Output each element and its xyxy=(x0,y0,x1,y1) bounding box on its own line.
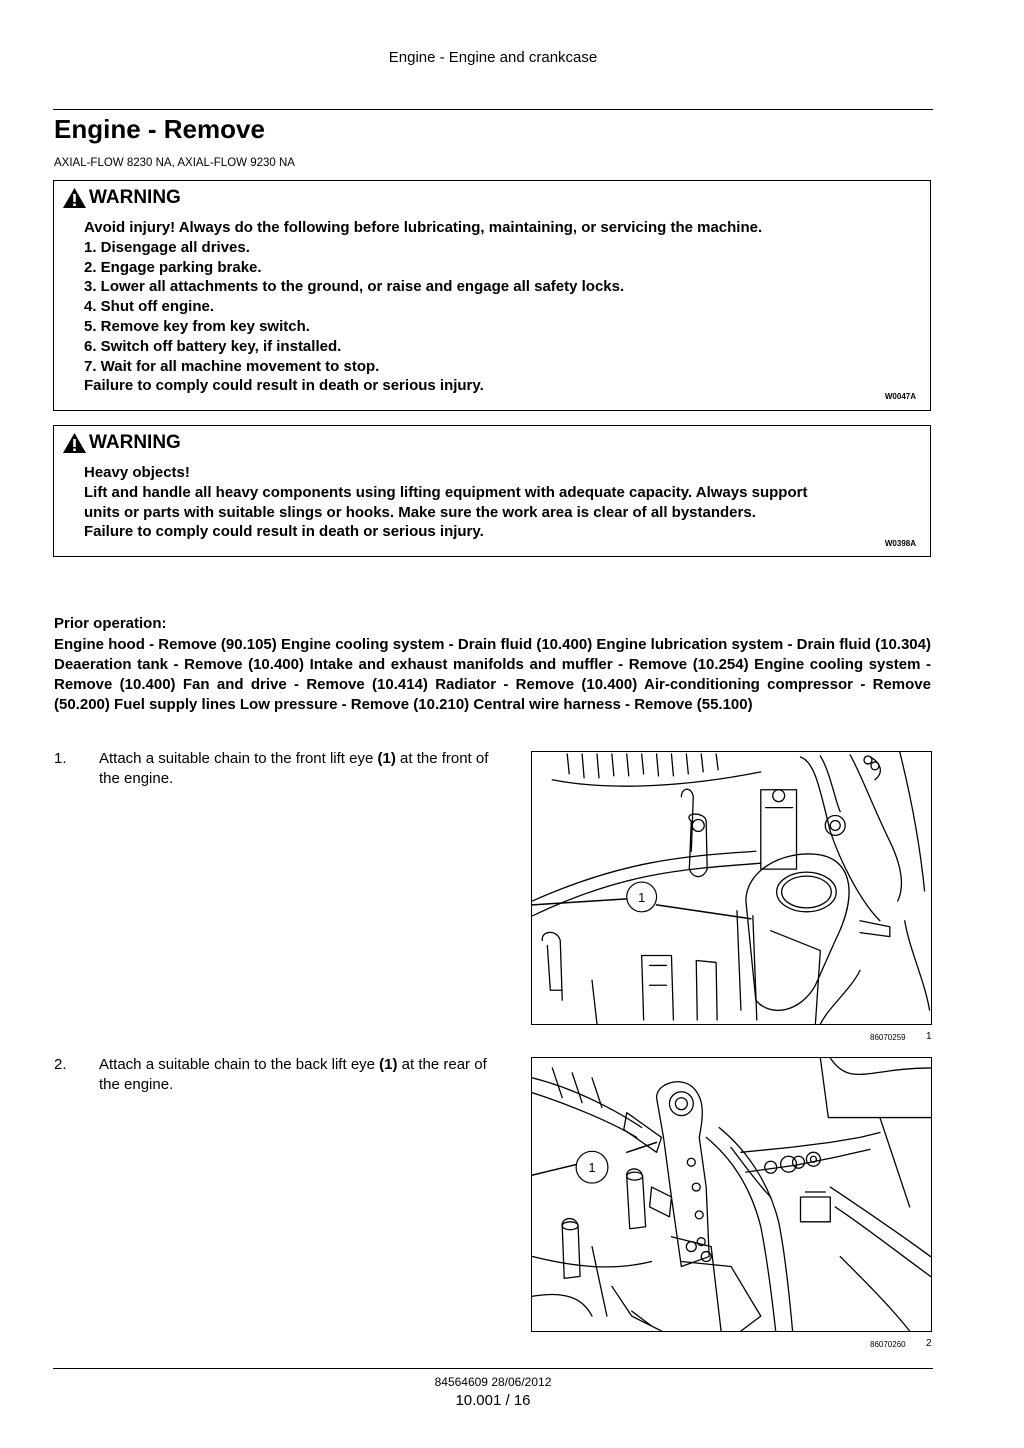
figure-number: 1 xyxy=(926,1031,932,1042)
figure-id: 86070260 xyxy=(870,1340,906,1349)
warning-header xyxy=(62,432,181,454)
page-title: Engine - Remove xyxy=(54,114,265,144)
step-number: 2. xyxy=(54,1056,67,1073)
header-rule xyxy=(53,109,933,110)
warning-line: 3. Lower all attachments to the ground, or raise and engage all safety locks. xyxy=(84,278,625,296)
warning-line: units or parts with suitable slings or hooks. Make sure the work area is clear of all bystanders. xyxy=(84,503,756,521)
warning-line: Failure to comply could result in death or serious injury. xyxy=(84,523,484,541)
prior-operation-label: Prior operation: xyxy=(54,615,167,632)
callout-reference: (1) xyxy=(377,750,396,767)
warning-header xyxy=(62,187,181,209)
callout-reference: (1) xyxy=(379,1056,398,1073)
footer-rule xyxy=(53,1368,933,1369)
running-header: Engine - Engine and crankcase xyxy=(388,49,598,66)
warning-label: WARNING xyxy=(89,187,181,208)
warning-line: 6. Switch off battery key, if installed. xyxy=(84,337,342,355)
warning-line: 7. Wait for all machine movement to stop. xyxy=(84,357,380,375)
warning-text xyxy=(84,463,807,542)
step-text: Attach a suitable chain to the front lift eye (1) at the front of the engine. xyxy=(99,750,489,787)
warning-triangle-icon xyxy=(62,432,87,454)
figure-1-illustration xyxy=(531,751,932,1025)
warning-line: Lift and handle all heavy components using lifting equipment with adequate capacity. Always support xyxy=(84,483,808,501)
step-2 xyxy=(54,1055,499,1099)
footer-page-number: 10.001 / 16 xyxy=(455,1392,531,1409)
warning-line: Avoid injury! Always do the following before lubricating, maintaining, or servicing the machine. xyxy=(84,219,763,236)
warning-box-2 xyxy=(53,425,931,557)
warning-line: 2. Engage parking brake. xyxy=(84,258,262,276)
warning-line: Heavy objects! xyxy=(84,464,190,481)
warning-triangle-icon xyxy=(62,187,87,209)
warning-code: W0398A xyxy=(884,539,916,548)
footer-doc-code: 84564609 28/06/2012 xyxy=(434,1375,552,1389)
warning-box-1 xyxy=(53,180,931,411)
figure-number: 2 xyxy=(926,1338,932,1349)
figure-2-illustration xyxy=(531,1057,932,1332)
warning-line: 1. Disengage all drives. xyxy=(84,238,250,256)
warning-label: WARNING xyxy=(89,432,181,453)
warning-line: 5. Remove key from key switch. xyxy=(84,317,310,335)
model-applicability: AXIAL-FLOW 8230 NA, AXIAL-FLOW 9230 NA xyxy=(54,157,295,169)
step-1 xyxy=(54,749,499,793)
warning-code: W0047A xyxy=(884,392,916,401)
prior-operation-text: Engine hood - Remove (90.105) Engine cooling system - Drain fluid (10.400) Engine lubrication system - Drain fluid (10.304) Deaeration tank - Remove (10.400) Intake and exhaust manifolds and muffler - Remove (10.254) Engine cooling system - Remove (10.400) Fan and drive - Remove (10.414) Radiator - Remove (10.400) Air-conditioning compressor - Remove (50.200) Fuel supply lines Low pressure - Remove (10.210) Central wire harness - Remove (55.100) xyxy=(54,636,931,713)
figure-callout-label: 1 xyxy=(588,1160,596,1176)
step-number: 1. xyxy=(54,750,67,767)
figure-callout-label: 1 xyxy=(638,889,646,905)
warning-line: Failure to comply could result in death or serious injury. xyxy=(84,377,484,395)
warning-line: 4. Shut off engine. xyxy=(84,298,214,316)
warning-text xyxy=(84,218,762,396)
figure-id: 86070259 xyxy=(870,1033,906,1042)
step-text: Attach a suitable chain to the back lift eye (1) at the rear of the engine. xyxy=(99,1056,487,1093)
